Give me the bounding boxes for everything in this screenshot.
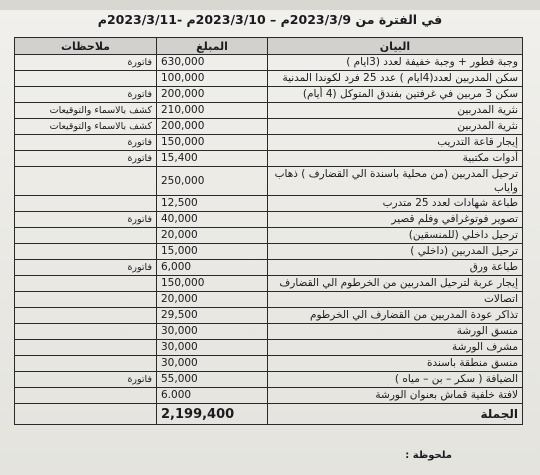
table-row	[15, 388, 523, 404]
row-amount: 6.000	[157, 388, 268, 404]
table-row	[15, 119, 523, 135]
table-row	[15, 292, 523, 308]
row-note	[15, 356, 157, 372]
table-body	[15, 55, 523, 404]
row-note: فاتورة	[15, 135, 157, 151]
row-description: نثرية المدربين	[268, 103, 523, 119]
row-amount: 12,500	[157, 196, 268, 212]
row-note: فاتورة	[15, 151, 157, 167]
row-amount: 20,000	[157, 292, 268, 308]
row-amount: 200,000	[157, 87, 268, 103]
table-row	[15, 324, 523, 340]
row-note: فاتورة	[15, 55, 157, 71]
total-label: الجملة	[268, 404, 523, 425]
row-description: مشرف الورشة	[268, 340, 523, 356]
header-notes: ملاحظات	[15, 38, 157, 55]
row-description: إيجار عربة لترحيل المدربين من الخرطوم الي القضارف	[268, 276, 523, 292]
row-note	[15, 324, 157, 340]
row-description: اتصالات	[268, 292, 523, 308]
table-row	[15, 356, 523, 372]
row-note	[15, 167, 157, 196]
row-description: طباعة شهادات لعدد 25 متدرب	[268, 196, 523, 212]
row-note	[15, 228, 157, 244]
footnote-label: ملحوظة :	[405, 450, 452, 461]
row-description: إيجار قاعة التدريب	[268, 135, 523, 151]
table-row	[15, 372, 523, 388]
row-note	[15, 196, 157, 212]
row-amount: 30,000	[157, 356, 268, 372]
header-description: البيان	[268, 38, 523, 55]
table-row	[15, 196, 523, 212]
row-amount: 15,000	[157, 244, 268, 260]
row-description: منسق الورشة	[268, 324, 523, 340]
row-note	[15, 308, 157, 324]
row-amount: 150,000	[157, 276, 268, 292]
row-amount: 210,000	[157, 103, 268, 119]
row-amount: 150,000	[157, 135, 268, 151]
row-description: طباعة ورق	[268, 260, 523, 276]
row-note: فاتورة	[15, 260, 157, 276]
row-description: تصوير فوتوغرافي وفلم قصير	[268, 212, 523, 228]
row-amount: 30,000	[157, 340, 268, 356]
table-row	[15, 244, 523, 260]
row-description: وجبة فطور + وجبة خفيفة لعدد (3ايام )	[268, 55, 523, 71]
row-amount: 200,000	[157, 119, 268, 135]
table-row	[15, 151, 523, 167]
row-amount: 30,000	[157, 324, 268, 340]
row-note	[15, 388, 157, 404]
total-row	[15, 404, 523, 425]
table-row	[15, 71, 523, 87]
expense-table	[14, 37, 523, 425]
row-note	[15, 340, 157, 356]
row-note: فاتورة	[15, 372, 157, 388]
header-amount: المبلغ	[157, 38, 268, 55]
total-notes-cell	[15, 404, 157, 425]
row-description: لافتة خلفية قماش بعنوان الورشة	[268, 388, 523, 404]
row-description: نثرية المدربين	[268, 119, 523, 135]
table-row	[15, 55, 523, 71]
photo-top-edge	[0, 0, 540, 10]
row-note	[15, 71, 157, 87]
row-description: منسق منطقة باسندة	[268, 356, 523, 372]
table-row	[15, 260, 523, 276]
table-row	[15, 103, 523, 119]
row-amount: 55,000	[157, 372, 268, 388]
row-note	[15, 244, 157, 260]
table-header-row	[15, 38, 523, 55]
row-amount: 15,400	[157, 151, 268, 167]
row-description: أدوات مكتبية	[268, 151, 523, 167]
table-row	[15, 135, 523, 151]
row-amount: 20,000	[157, 228, 268, 244]
row-amount: 630,000	[157, 55, 268, 71]
row-amount: 40,000	[157, 212, 268, 228]
row-amount: 29,500	[157, 308, 268, 324]
row-note	[15, 292, 157, 308]
row-amount: 100,000	[157, 71, 268, 87]
row-description: تذاكر عودة المدربين من القضارف الي الخرطوم	[268, 308, 523, 324]
row-note: فاتورة	[15, 87, 157, 103]
row-note	[15, 276, 157, 292]
table-row	[15, 228, 523, 244]
row-note: كشف بالاسماء والتوقيعات	[15, 103, 157, 119]
table-row	[15, 212, 523, 228]
table-row	[15, 87, 523, 103]
table-row	[15, 167, 523, 196]
row-description: سكن المدربين لعدد(4ايام ) عدد 25 فرد لكوندا المدنية	[268, 71, 523, 87]
row-description: سكن 3 مربين في غرفتين بفندق المتوكل (4 أيام)	[268, 87, 523, 103]
row-note: فاتورة	[15, 212, 157, 228]
row-description: ترحيل المدربين (من محلية باسندة الي القضارف ) ذهاب واياب	[268, 167, 523, 196]
row-description: ترحيل المدربين (داخلي )	[268, 244, 523, 260]
table-row	[15, 276, 523, 292]
total-amount: 2,199,400	[157, 404, 268, 425]
row-description: الضيافة ( سكر – بن – مياه )	[268, 372, 523, 388]
row-amount: 250,000	[157, 167, 268, 196]
table-row	[15, 340, 523, 356]
document-title: في الفترة من 2023/3/9م – 2023/3/10م -2023/3/11م	[97, 12, 443, 27]
row-amount: 6,000	[157, 260, 268, 276]
row-description: ترحيل داخلي (للمنسقين)	[268, 228, 523, 244]
row-note: كشف بالاسماء والتوقيعات	[15, 119, 157, 135]
table-row	[15, 308, 523, 324]
